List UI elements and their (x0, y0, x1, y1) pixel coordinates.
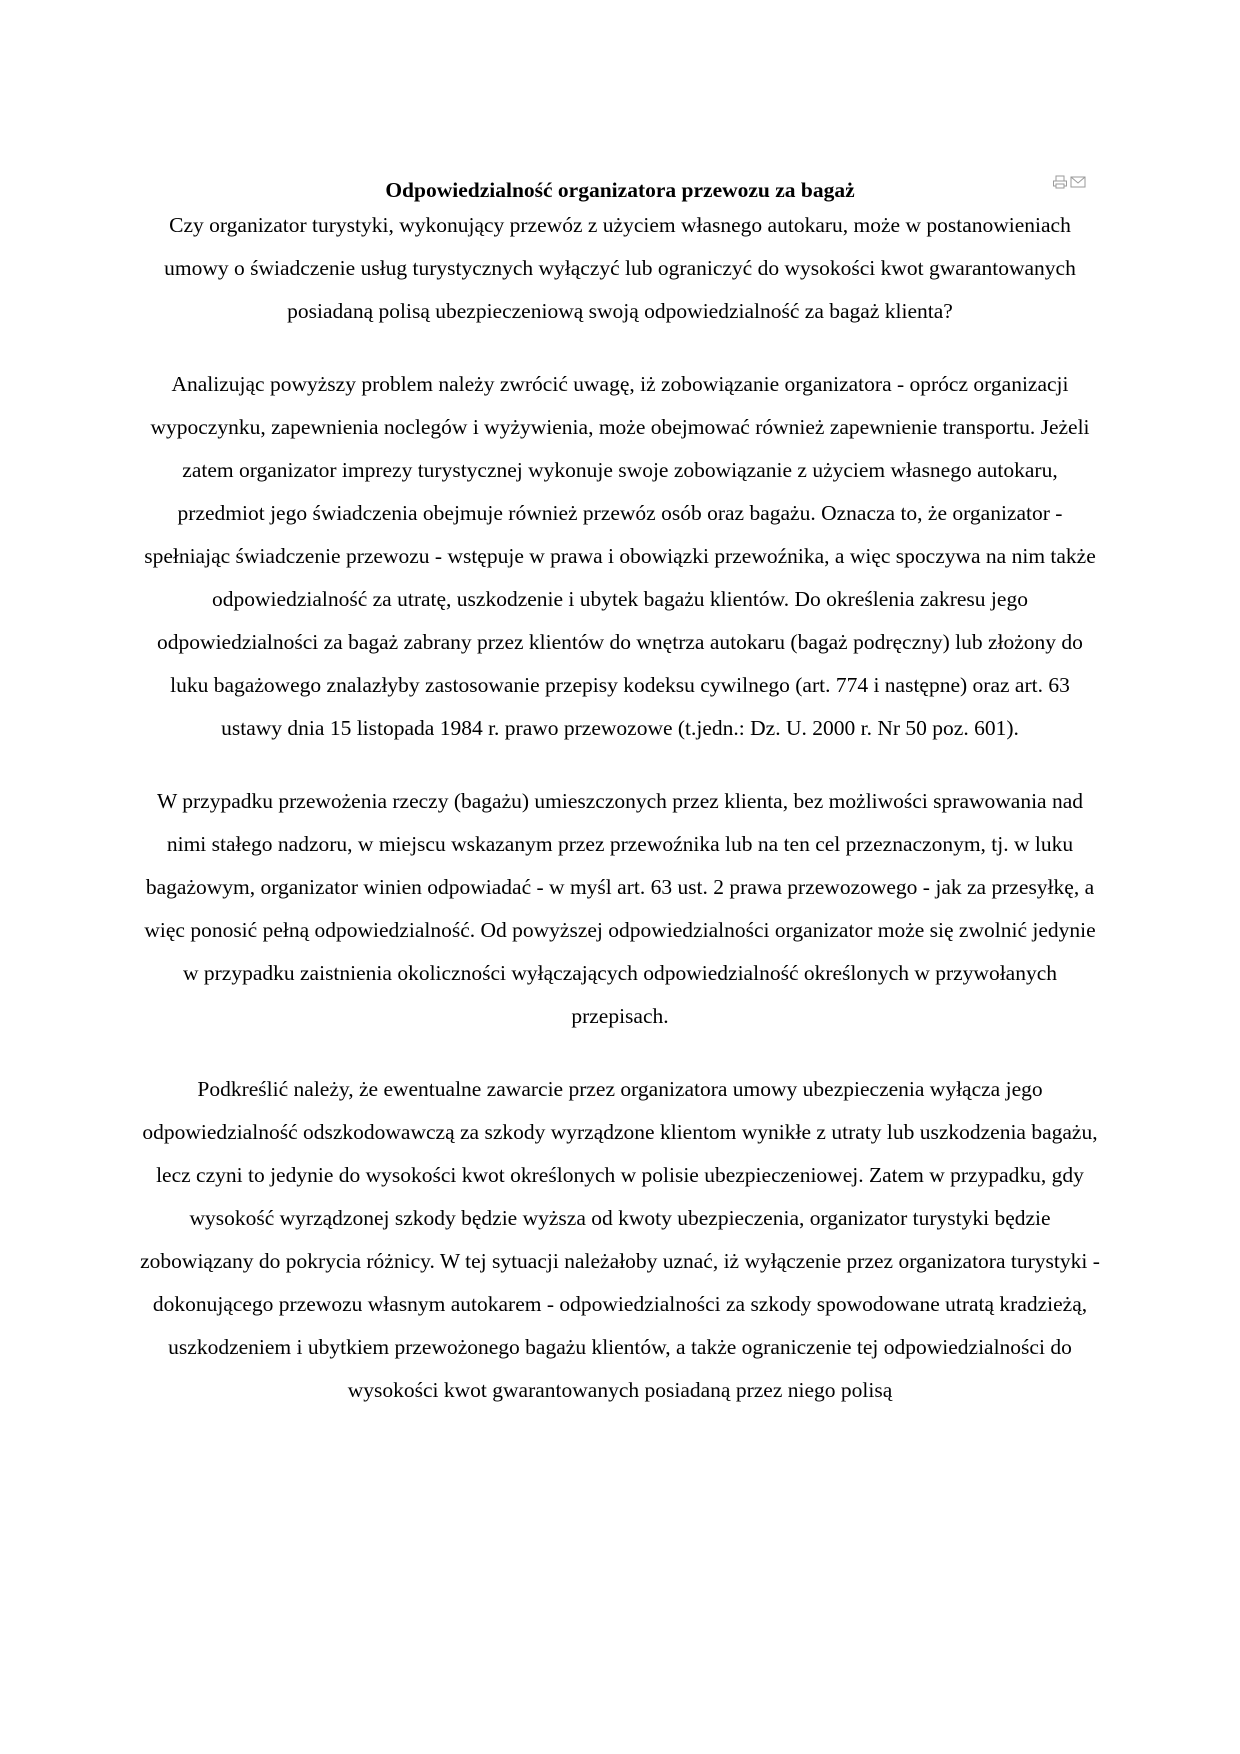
paragraph-analysis: Analizując powyższy problem należy zwrócić uwagę, iż zobowiązanie organizatora - oprócz organizacji wypoczynku, zapewnienia noclegów i wyżywienia, może obejmować również zapewnienie transportu. Jeżeli zatem organizator imprezy turystycznej wykonuje swoje zobowiązanie z użyciem własnego autokaru, przedmiot jego świadczenia obejmuje również przewóz osób oraz bagażu. Oznacza to, że organizator - spełniając świadczenie przewozu - wstępuje w prawa i obowiązki przewoźnika, a więc spoczywa na nim także odpowiedzialność za utratę, uszkodzenie i ubytek bagażu klientów. Do określenia zakresu jego odpowiedzialności za bagaż zabrany przez klientów do wnętrza autokaru (bagaż podręczny) lub złożony do luku bagażowego znalazłyby zastosowanie przepisy kodeksu cywilnego (art. 774 i następne) oraz art. 63 ustawy dnia 15 listopada 1984 r. prawo przewozowe (t.jedn.: Dz. U. 2000 r. Nr 50 poz. 601). (144, 372, 1096, 740)
document-body (140, 176, 1100, 1412)
paragraph-insurance: Podkreślić należy, że ewentualne zawarcie przez organizatora umowy ubezpieczenia wyłącza jego odpowiedzialność odszkodowawczą za szkody wyrządzone klientom wynikłe z utraty lub uszkodzenia bagażu, lecz czyni to jedynie do wysokości kwot określonych w polisie ubezpieczeniowej. Zatem w przypadku, gdy wysokość wyrządzonej szkody będzie wyższa od kwoty ubezpieczenia, organizator turystyki będzie zobowiązany do pokrycia różnicy. W tej sytuacji należałoby uznać, iż wyłączenie przez organizatora turystyki - dokonującego przewozu własnym autokarem - odpowiedzialności za szkody spowodowane utratą kradzieżą, uszkodzeniem i ubytkiem przewożonego bagażu klientów, a także ograniczenie tej odpowiedzialności do wysokości kwot gwarantowanych posiadaną przez niego polisą (140, 1077, 1100, 1402)
paragraph-liability: W przypadku przewożenia rzeczy (bagażu) umieszczonych przez klienta, bez możliwości sprawowania nad nimi stałego nadzoru, w miejscu wskazanym przez przewoźnika lub na ten cel przeznaczonym, tj. w luku bagażowym, organizator winien odpowiadać - w myśl art. 63 ust. 2 prawa przewozowego - jak za przesyłkę, a więc ponosić pełną odpowiedzialność. Od powyższej odpowiedzialności organizator może się zwolnić jedynie w przypadku zaistnienia okoliczności wyłączających odpowiedzialność określonych w przywołanych przepisach. (144, 789, 1096, 1028)
paragraph-question: Czy organizator turystyki, wykonujący przewóz z użyciem własnego autokaru, może w postanowieniach umowy o świadczenie usług turystycznych wyłączyć lub ograniczyć do wysokości kwot gwarantowanych posiadaną polisą ubezpieczeniową swoją odpowiedzialność za bagaż klienta? (164, 213, 1076, 323)
document-title: Odpowiedzialność organizatora przewozu za bagaż (385, 178, 855, 202)
